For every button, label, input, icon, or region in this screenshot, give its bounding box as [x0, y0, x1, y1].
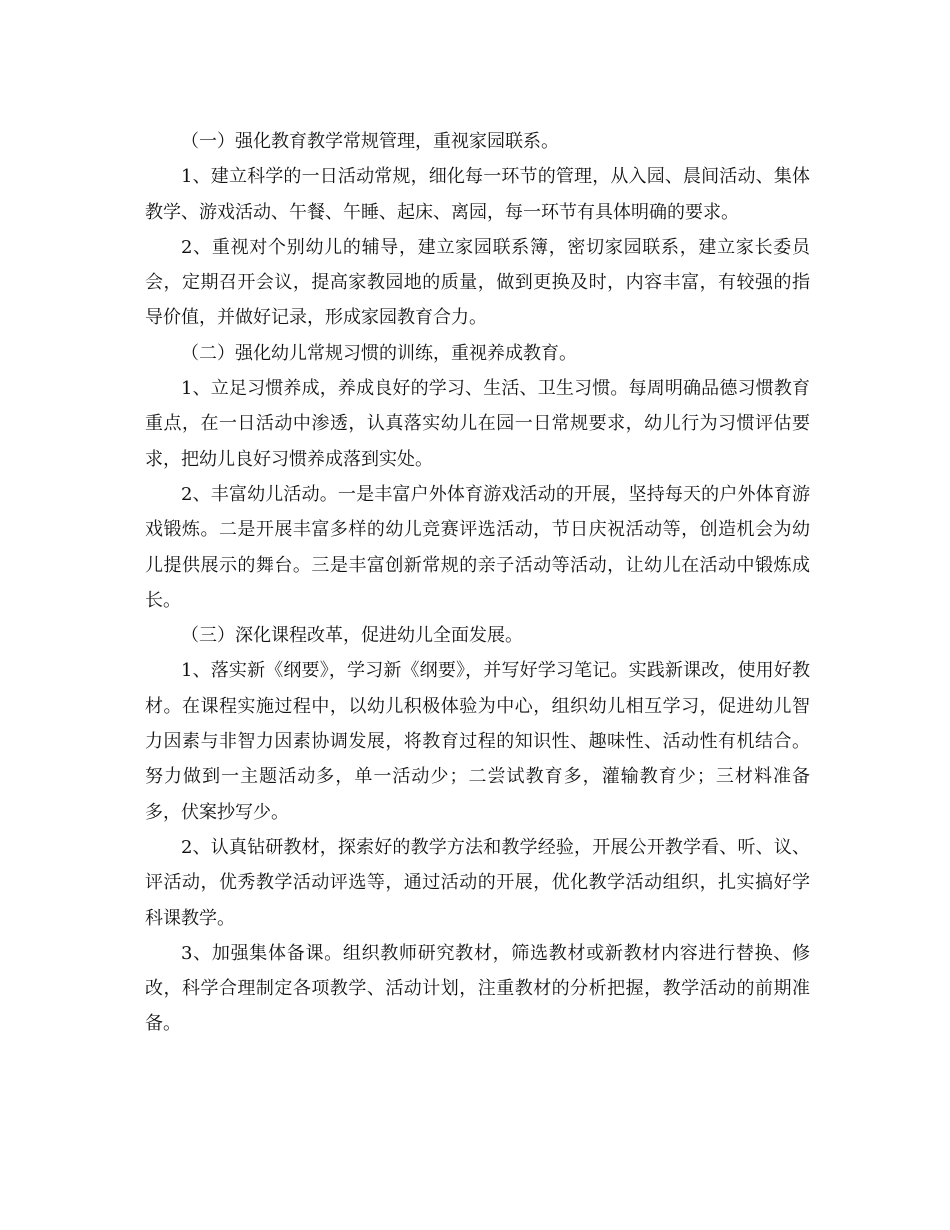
- paragraph-2-1: 1、立足习惯养成，养成良好的学习、生活、卫生习惯。每周明确品德习惯教育重点，在一日活动中渗透，认真落实幼儿在园一日常规要求，幼儿行为习惯评估要求，把幼儿良好习惯养成落到实处。: [145, 378, 810, 470]
- section-heading-2: （二）强化幼儿常规习惯的训练，重视养成教育。: [181, 342, 577, 364]
- paragraph-1-1: 1、建立科学的一日活动常规，细化每一环节的管理，从入园、晨间活动、集体教学、游戏活动、午餐、午睡、起床、离园，每一环节有具体明确的要求。: [145, 166, 810, 223]
- section-heading-1: （一）强化教育教学常规管理，重视家园联系。: [181, 131, 559, 152]
- paragraph-2-2: 2、丰富幼儿活动。一是丰富户外体育游戏活动的开展，坚持每天的户外体育游戏锻炼。二是开展丰富多样的幼儿竞赛评选活动，节日庆祝活动等，创造机会为幼儿提供展示的舞台。三是丰富创新常规的亲子活动等活动，让幼儿在活动中锻炼成长。: [145, 483, 810, 611]
- paragraph-3-2: 2、认真钻研教材，探索好的教学方法和教学经验，开展公开教学看、听、议、评活动，优秀教学活动评选等，通过活动的开展，优化教学活动组织，扎实搞好学科课教学。: [145, 836, 810, 929]
- document-body: [145, 124, 810, 1042]
- section-heading-3: （三）深化课程改革，促进幼儿全面发展。: [181, 625, 523, 647]
- paragraph-3-3: 3、加强集体备课。组织教师研究教材，筛选教材或新教材内容进行替换、修改，科学合理制定各项教学、活动计划，注重教材的分析把握，教学活动的前期准备。: [145, 942, 810, 1035]
- paragraph-3-1: 1、落实新《纲要》，学习新《纲要》，并写好学习笔记。实践新课改，使用好教材。在课程实施过程中，以幼儿积极体验为中心，组织幼儿相互学习，促进幼儿智力因素与非智力因素协调发展，将教育过程的知识性、趣味性、活动性有机结合。努力做到一主题活动多，单一活动少；二尝试教育多，灌输教育少；三材料准备多，伏案抄写少。: [145, 660, 810, 823]
- paragraph-1-2: 2、重视对个别幼儿的辅导，建立家园联系簿，密切家园联系，建立家长委员会，定期召开会议，提高家教园地的质量，做到更换及时，内容丰富，有较强的指导价值，并做好记录，形成家园教育合力。: [145, 236, 810, 329]
